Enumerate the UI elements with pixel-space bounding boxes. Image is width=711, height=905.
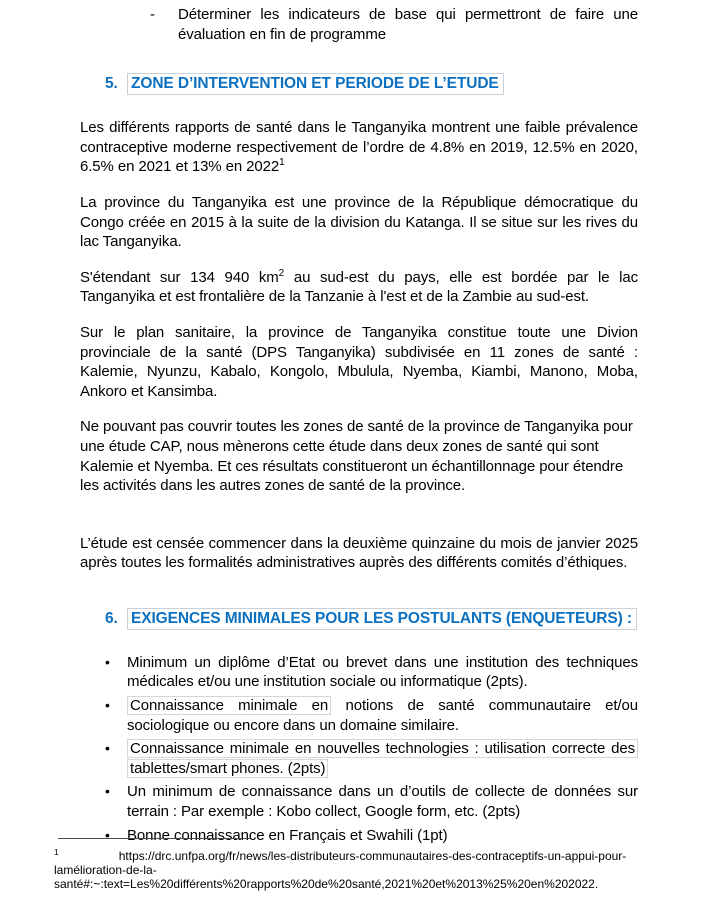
footnote-number: 1 xyxy=(54,847,59,857)
footnote-url-line-3: santé#:~:text=Les%20différents%20rapports%20de%20santé,2021%20et%2013%25%20en%202022. xyxy=(54,877,599,892)
list-item-diploma xyxy=(105,653,638,692)
section-5-heading xyxy=(105,74,638,94)
bullet-icon: • xyxy=(105,783,110,800)
dash-bullet-icon: - xyxy=(150,6,155,23)
paragraph-geography xyxy=(80,268,638,307)
highlighted-text: Connaissance minimale en nouvelles technologies : utilisation correcte des tablettes/smart phones. (2pts) xyxy=(127,739,638,778)
section-5-number: 5. xyxy=(105,75,118,93)
paragraph-study-start: L’étude est censée commencer dans la deuxième quinzaine du mois de janvier 2025 après toutes les formalités administratives auprès des différents comités d’éthiques. xyxy=(80,534,638,572)
bullet-icon: • xyxy=(105,653,110,670)
requirements-list xyxy=(80,653,638,845)
bullet-icon: • xyxy=(105,740,110,757)
footnote-url-line-1: https://drc.unfpa.org/fr/news/les-distributeurs-communautaires-des-contraceptifs-un-appui-pour- xyxy=(118,849,627,863)
paragraph-geography-end: au sud-est du pays, elle est bordée par le lac Tanganyika et est frontalière de la Tanzanie à l'est et de la Zambie au sud-est. xyxy=(80,268,638,306)
paragraph-health-zones: Sur le plan sanitaire, la province de Tanganyika constitue toute une Divion provinciale de la santé (DPS Tanganyika) subdivisée en 11 zones de santé : Kalemie, Nyunzu, Kabalo, Kongolo, Mbulula, Nyemba, Kiambi, Manono, Moba, Ankoro et Kansimba. xyxy=(80,323,638,400)
superscript-2: 2 xyxy=(278,267,285,279)
bullet-icon: • xyxy=(105,826,110,843)
list-item-text-rest: notions de santé communautaire et/ou sociologique ou encore dans un domaine similaire. xyxy=(127,697,638,734)
list-item-text: Minimum un diplôme d’Etat ou brevet dans une institution des techniques médicales et/ou une institution sociale ou informatique (2pts). xyxy=(127,653,638,691)
paragraph-geography-start: S'étendant sur 134 940 km xyxy=(80,268,279,286)
footnote-separator xyxy=(58,838,250,839)
section-5-title: ZONE D’INTERVENTION ET PERIODE DE L’ETUDE xyxy=(127,73,504,95)
intro-list-item xyxy=(150,5,638,44)
section-6-title: EXIGENCES MINIMALES POUR LES POSTULANTS (ENQUETEURS) : xyxy=(127,608,637,630)
list-item-text: Bonne connaissance en Français et Swahili (1pt) xyxy=(127,826,448,844)
paragraph-study-zones: Ne pouvant pas couvrir toutes les zones de santé de la province de Tanganyika pour une étude CAP, nous mènerons cette étude dans deux zones de santé qui sont Kalemie et Nyemba. Et ces résultats constitueront un échantillonnage pour étendre les activités dans les autres zones de santé de la province. xyxy=(80,418,633,495)
paragraph-province: La province du Tanganyika est une province de la République démocratique du Congo créée en 2015 à la suite de la division du Katanga. Il se situe sur les rives du lac Tanganyika. xyxy=(80,193,638,251)
list-item-data-collection xyxy=(105,782,638,821)
footnote-url-line-2: lamélioration-de-la- xyxy=(54,863,157,878)
list-item-technologies xyxy=(105,739,638,778)
list-item-community-health xyxy=(105,696,638,735)
section-6-number: 6. xyxy=(105,609,118,627)
paragraph-prevalence xyxy=(80,118,638,177)
footnote xyxy=(54,838,694,892)
list-item-text xyxy=(127,739,638,778)
footnote-reference: 1 xyxy=(279,157,285,169)
highlighted-text: Connaissance minimale en xyxy=(127,696,331,715)
paragraph-prevalence-text: Les différents rapports de santé dans le Tanganyika montrent une faible prévalence contraceptive moderne respectivement de l’ordre de 4.8% en 2019, 12.5% en 2020, 6.5% en 2021 et 13% en 2022 xyxy=(80,119,638,176)
section-6-heading xyxy=(105,609,638,629)
bullet-icon: • xyxy=(105,697,110,714)
list-item-text xyxy=(127,696,638,735)
footnote-text xyxy=(54,845,694,892)
intro-list-item-text: Déterminer les indicateurs de base qui permettront de faire une évaluation en fin de programme xyxy=(178,6,638,43)
list-item-text: Un minimum de connaissance dans un d’outils de collecte de données sur terrain : Par exemple : Kobo collect, Google form, etc. (2pts) xyxy=(127,783,638,821)
